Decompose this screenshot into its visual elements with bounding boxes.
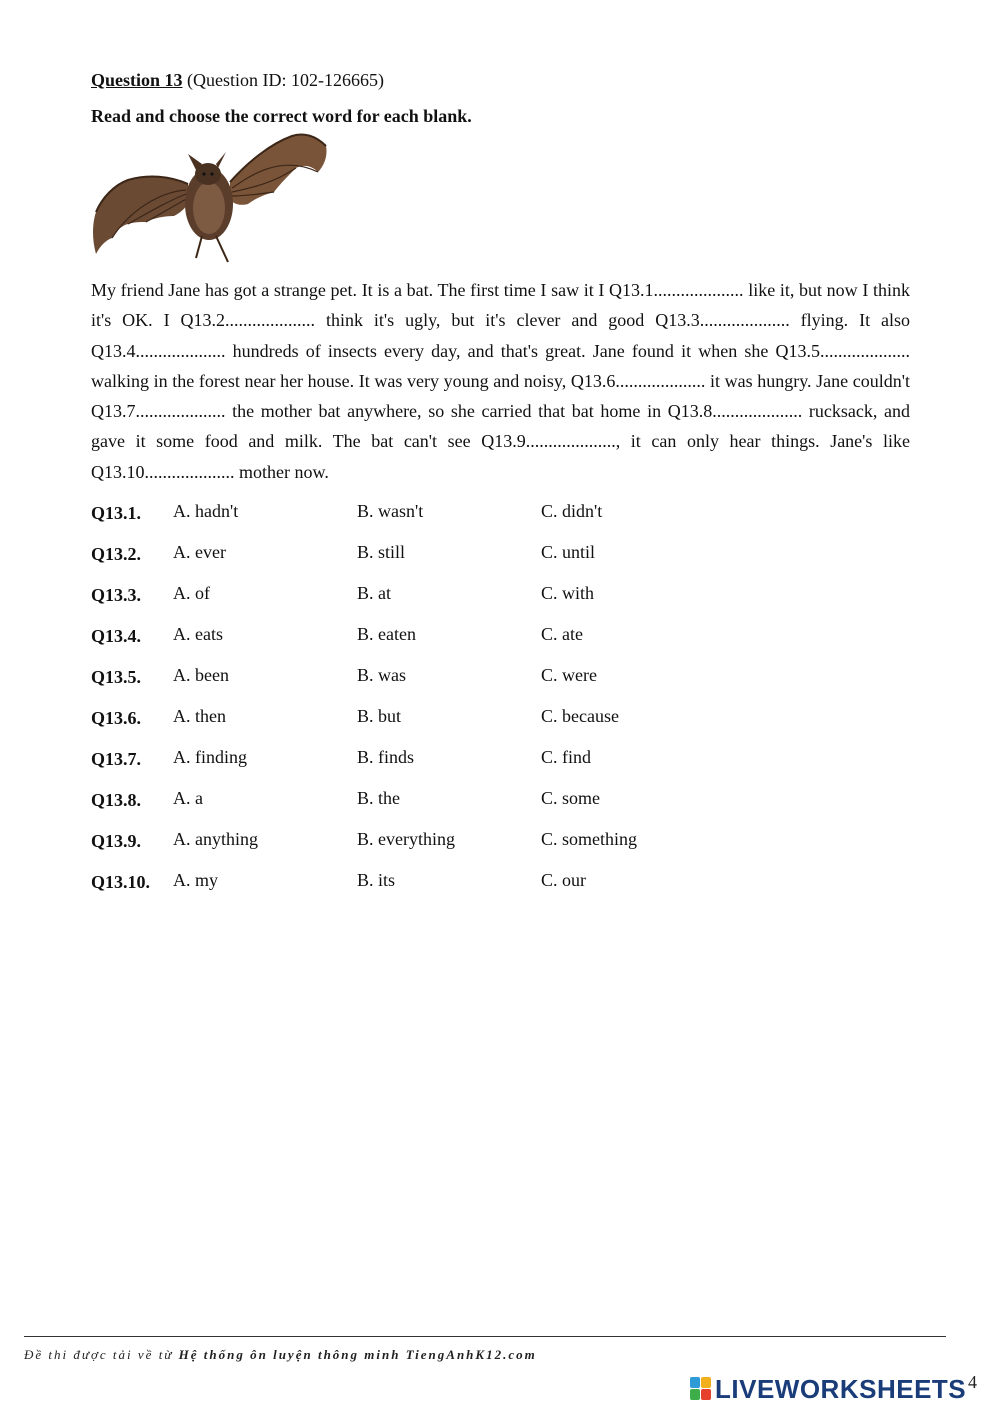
- footer-prefix: Đề thi được tải về từ: [24, 1347, 179, 1362]
- liveworksheets-logo-icon: [690, 1377, 712, 1401]
- question-id: (Question ID: 102-126665): [182, 70, 384, 90]
- option-b[interactable]: B. but: [357, 706, 402, 726]
- option-c[interactable]: C. find: [541, 747, 592, 767]
- question-label: Q13.1.: [91, 503, 142, 523]
- option-c[interactable]: C. didn't: [541, 501, 603, 521]
- question-label: Q13.2.: [91, 544, 142, 564]
- option-a[interactable]: A. my: [173, 870, 218, 890]
- option-c[interactable]: C. ate: [541, 624, 583, 644]
- question-label: Q13.4.: [91, 626, 142, 646]
- question-label: Q13.9.: [91, 831, 142, 851]
- option-b[interactable]: B. at: [357, 583, 391, 603]
- option-b[interactable]: B. finds: [357, 747, 415, 767]
- option-b[interactable]: B. eaten: [357, 624, 416, 644]
- question-label: Q13.10.: [91, 872, 151, 892]
- option-c[interactable]: C. something: [541, 829, 638, 849]
- question-label: Q13.7.: [91, 749, 142, 769]
- option-c[interactable]: C. until: [541, 542, 596, 562]
- liveworksheets-logo[interactable]: [690, 1375, 966, 1403]
- option-c[interactable]: C. because: [541, 706, 619, 726]
- option-a[interactable]: A. been: [173, 665, 229, 685]
- option-a[interactable]: A. of: [173, 583, 210, 603]
- option-c[interactable]: C. some: [541, 788, 601, 808]
- option-a[interactable]: A. hadn't: [173, 501, 239, 521]
- reading-passage: [91, 275, 910, 487]
- page-number: 4: [968, 1372, 977, 1392]
- option-b[interactable]: B. was: [357, 665, 406, 685]
- footer-divider: [24, 1336, 946, 1337]
- option-b[interactable]: B. its: [357, 870, 396, 890]
- option-a[interactable]: A. a: [173, 788, 203, 808]
- question-label: Q13.6.: [91, 708, 142, 728]
- passage-text: My friend Jane has got a strange pet. It is a bat. The first time I saw it I Q13.1.................... like it, but now I think it's OK. I Q13.2.................... think it's ugly, but it's clever and good Q13.3.................... flying. It also Q13.4.................... hundreds of insects every day, and that's great. Jane found it when she Q13.5.................... walking in the forest near her house. It was very young and noisy, Q13.6.................... it was hungry. Jane couldn't Q13.7.................... the mother bat anywhere, so she carried that bat home in Q13.8.................... rucksack, and gave it some food and milk. The bat can't see Q13.9...................., it can only hear things. Jane's like Q13.10.................... mother now.: [91, 280, 910, 482]
- question-label: Q13.5.: [91, 667, 142, 687]
- option-a[interactable]: A. ever: [173, 542, 226, 562]
- option-c[interactable]: C. our: [541, 870, 586, 890]
- option-c[interactable]: C. were: [541, 665, 597, 685]
- liveworksheets-logo-text: LIVEWORKSHEETS: [715, 1374, 967, 1404]
- instruction-text: Read and choose the correct word for each blank.: [91, 106, 472, 126]
- option-a[interactable]: A. eats: [173, 624, 223, 644]
- question-number: Question 13: [91, 70, 183, 90]
- bat-icon: [90, 132, 330, 272]
- option-b[interactable]: B. still: [357, 542, 406, 562]
- option-a[interactable]: A. finding: [173, 747, 247, 767]
- question-title: [91, 68, 384, 92]
- question-label: Q13.8.: [91, 790, 142, 810]
- option-b[interactable]: B. everything: [357, 829, 455, 849]
- option-a[interactable]: A. then: [173, 706, 226, 726]
- footer-site: Hệ thống ôn luyện thông minh TiengAnhK12.com: [178, 1347, 537, 1362]
- question-label: Q13.3.: [91, 585, 142, 605]
- footer-source: [24, 1347, 537, 1363]
- option-a[interactable]: A. anything: [173, 829, 258, 849]
- option-b[interactable]: B. wasn't: [357, 501, 424, 521]
- option-c[interactable]: C. with: [541, 583, 595, 603]
- option-b[interactable]: B. the: [357, 788, 400, 808]
